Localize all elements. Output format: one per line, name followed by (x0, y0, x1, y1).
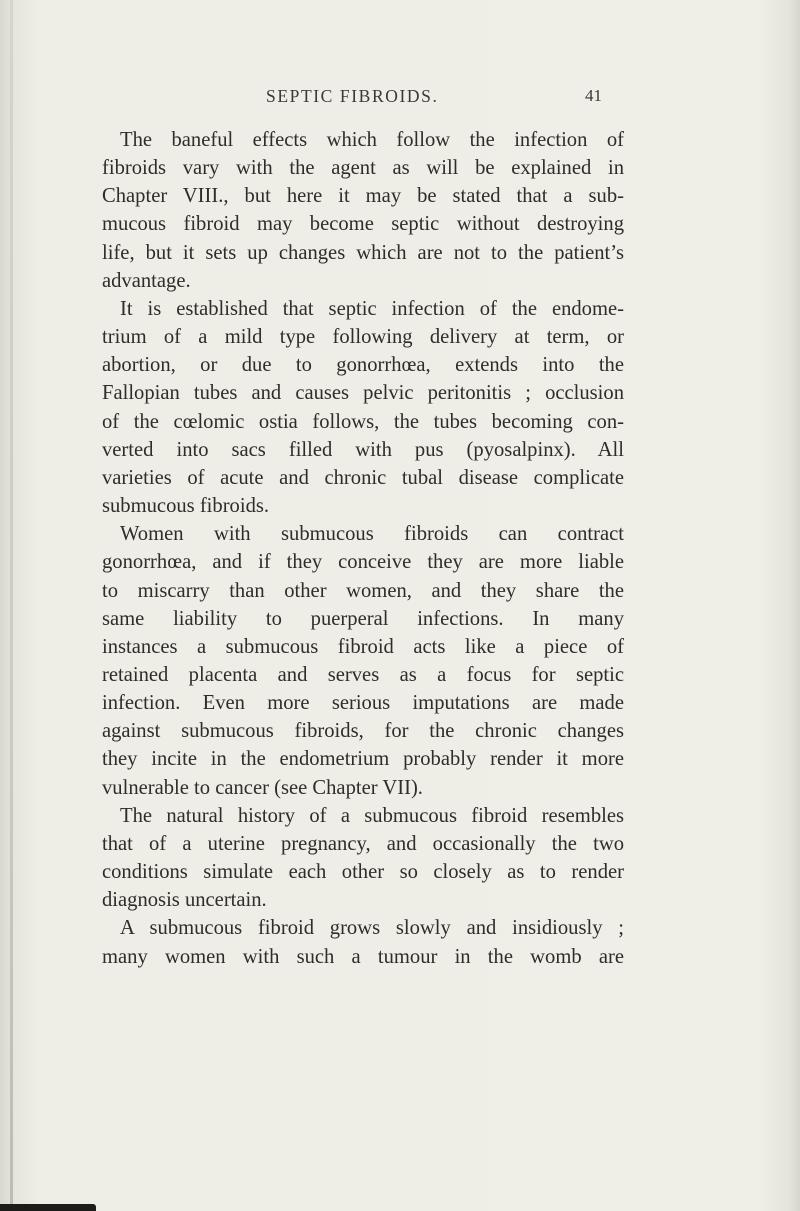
text-line: that of a uterine pregnancy, and occasionally the two (102, 832, 624, 855)
running-title: SEPTIC FIBROIDS. (266, 86, 439, 106)
text-line: many women with such a tumour in the womb are (102, 945, 624, 968)
running-header (0, 86, 800, 110)
text-line: conditions simulate each other so closely as to render (102, 861, 624, 884)
text-line: mucous fibroid may become septic without destroying (102, 213, 624, 236)
text-line: advantage. (102, 269, 191, 292)
text-line: retained placenta and serves as a focus for septic (102, 663, 624, 686)
text-line: The natural history of a submucous fibroid resembles (120, 804, 624, 827)
paragraph-2 (84, 295, 624, 520)
text-line: trium of a mild type following delivery at term, or (102, 326, 624, 349)
text-line: life, but it sets up changes which are not to the patient’s (102, 241, 624, 264)
text-line: instances a submucous fibroid acts like a piece of (102, 635, 624, 658)
text-line: Fallopian tubes and causes pelvic peritonitis ; occlusion (102, 382, 624, 405)
page-edge-mark (0, 1204, 96, 1211)
text-line: Chapter VIII., but here it may be stated that a sub- (102, 185, 624, 208)
body-text (84, 126, 624, 971)
text-line: gonorrhœa, and if they conceive they are more liable (102, 551, 624, 574)
paragraph-4 (84, 802, 624, 915)
text-line: against submucous fibroids, for the chronic changes (102, 720, 624, 743)
text-line: A submucous fibroid grows slowly and insidiously ; (120, 917, 624, 940)
text-line: same liability to puerperal infections. In many (102, 607, 624, 630)
text-line: Women with submucous fibroids can contract (120, 523, 624, 546)
text-line: they incite in the endometrium probably render it more (102, 748, 624, 771)
text-line: varieties of acute and chronic tubal disease complicate (102, 466, 624, 489)
page-gutter-shadow (10, 0, 13, 1211)
text-line: The baneful effects which follow the infection of (120, 129, 624, 151)
text-line: infection. Even more serious imputations are made (102, 692, 624, 715)
text-line: to miscarry than other women, and they share the (102, 579, 624, 602)
text-line: It is established that septic infection of the endome- (120, 297, 624, 320)
paragraph-5 (84, 914, 624, 970)
text-line: of the cœlomic ostia follows, the tubes becoming con- (102, 410, 624, 433)
page-number: 41 (585, 86, 602, 105)
paragraph-3 (84, 520, 624, 802)
text-line: fibroids vary with the agent as will be explained in (102, 157, 624, 180)
text-line: verted into sacs filled with pus (pyosalpinx). All (102, 438, 624, 461)
text-line: abortion, or due to gonorrhœa, extends into the (102, 354, 624, 377)
text-line: submucous fibroids. (102, 495, 270, 518)
text-line: diagnosis uncertain. (102, 889, 267, 912)
text-line: vulnerable to cancer (see Chapter VII). (102, 776, 423, 799)
paragraph-1 (84, 126, 624, 295)
